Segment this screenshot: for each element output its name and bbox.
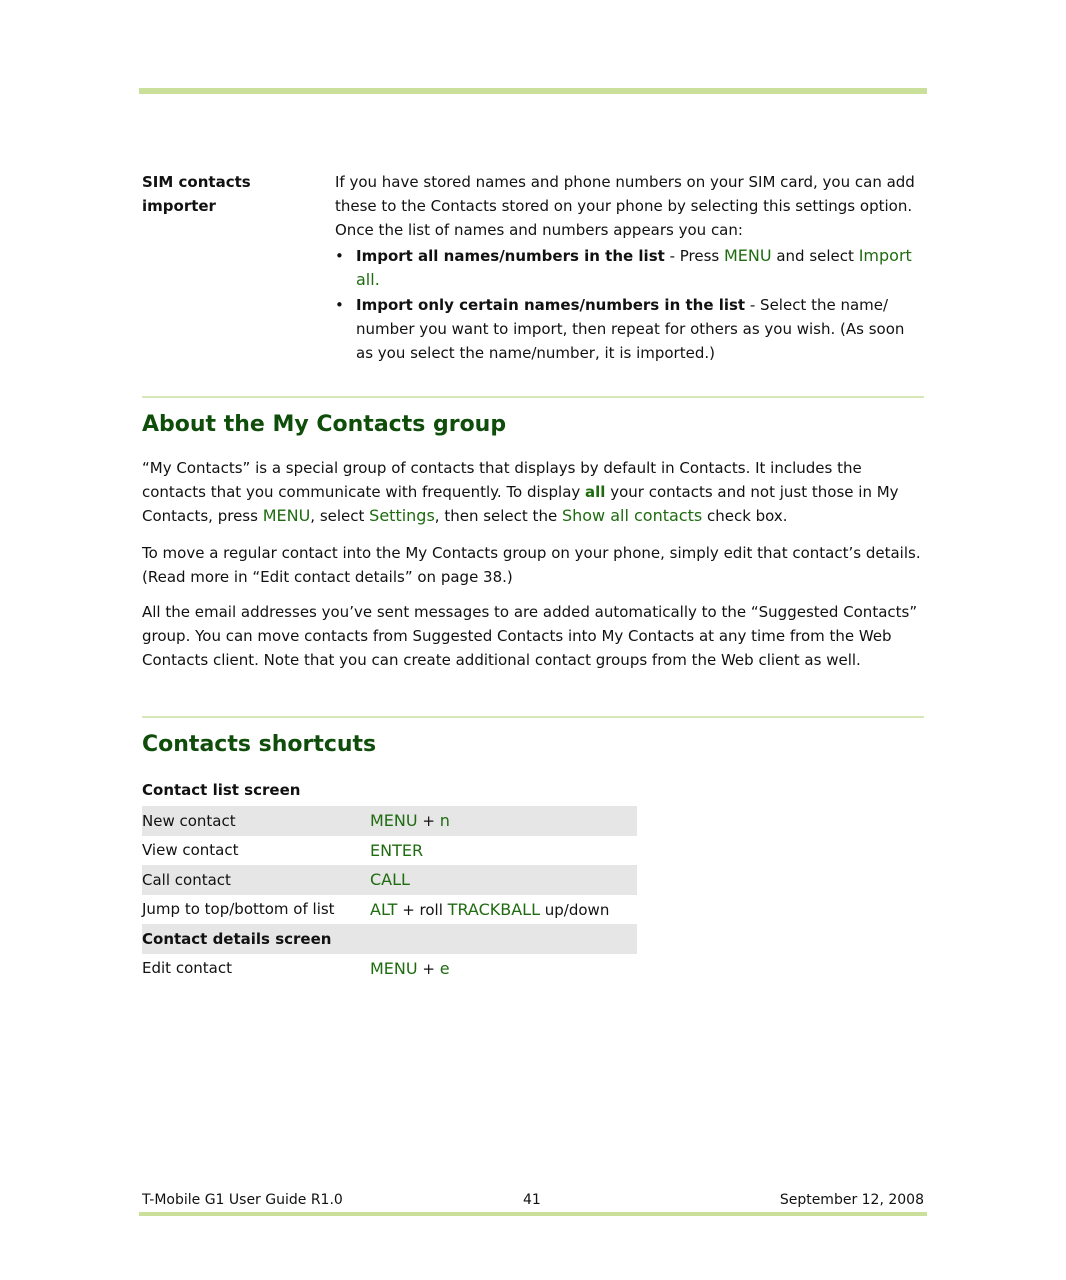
sim-importer-description xyxy=(335,170,925,366)
bullet-text: - Select the name/ number you want to import, then repeat for others as you wish. (As soon as you select the name/number, it is imported.) xyxy=(356,296,905,362)
contacts-shortcuts-heading: Contacts shortcuts xyxy=(142,732,377,757)
table-row xyxy=(142,865,637,895)
table-row xyxy=(142,954,637,984)
key-separator: + xyxy=(417,812,440,831)
para-text: , then select the xyxy=(434,507,562,525)
import-all-option: Import all. xyxy=(356,246,912,289)
footer-date: September 12, 2008 xyxy=(779,1192,924,1208)
sim-importer-term: SIM contacts importer xyxy=(142,173,251,215)
about-my-contacts-heading: About the My Contacts group xyxy=(142,412,507,437)
section-divider xyxy=(142,396,924,398)
menu-key: MENU xyxy=(724,246,772,265)
shortcut-keys xyxy=(370,870,637,889)
para-text: check box. xyxy=(702,507,788,525)
footer-guide-title: T-Mobile G1 User Guide R1.0 xyxy=(142,1192,343,1208)
contact-list-screen-caption: Contact list screen xyxy=(142,781,301,799)
key-name: ALT xyxy=(370,899,398,919)
shortcut-keys xyxy=(370,841,637,860)
about-paragraph-2: To move a regular contact into the My Contacts group on your phone, simply edit that contact’s details. (Read more in “Edit contact details” on page 38.) xyxy=(142,544,921,586)
table-row xyxy=(142,806,637,836)
shortcut-command: New contact xyxy=(142,811,236,830)
bullet-icon: • xyxy=(335,296,344,314)
bullet-bold: Import all names/numbers in the list xyxy=(356,247,665,265)
shortcut-command: Edit contact xyxy=(142,959,232,978)
bullet-bold: Import only certain names/numbers in the list xyxy=(356,296,746,314)
bullet-icon: • xyxy=(335,247,344,265)
bullet-text: - Press xyxy=(664,247,724,265)
bullet-text: and select xyxy=(771,247,859,265)
key-separator: + roll xyxy=(397,900,448,919)
shortcut-keys xyxy=(370,900,637,919)
key-name: CALL xyxy=(370,870,410,890)
subheading-text: Contact details screen xyxy=(142,929,332,948)
key-name: MENU xyxy=(370,958,418,978)
all-emphasis: all xyxy=(585,483,606,501)
shortcut-command: Jump to top/bottom of list xyxy=(142,900,335,919)
bottom-rule xyxy=(139,1212,927,1216)
key-name: e xyxy=(439,958,450,978)
footer-page-number: 41 xyxy=(523,1192,541,1208)
settings-option: Settings xyxy=(369,506,435,525)
shortcut-keys xyxy=(370,811,637,830)
list-item xyxy=(335,293,925,365)
show-all-contacts-option: Show all contacts xyxy=(561,506,703,525)
shortcut-keys xyxy=(370,959,637,978)
key-name: TRACKBALL xyxy=(447,899,540,919)
key-name: n xyxy=(439,811,450,831)
menu-key: MENU xyxy=(262,506,311,525)
contact-details-screen-caption xyxy=(142,924,637,954)
table-row xyxy=(142,836,637,866)
about-paragraph-3: All the email addresses you’ve sent messages to are added automatically to the “Suggested Contacts” group. You can move contacts from Suggested Contacts into My Contacts at any time from the Web Contacts client. Note that you can create additional contact groups from the Web client as well. xyxy=(142,603,918,669)
key-suffix: up/down xyxy=(540,900,610,919)
table-row xyxy=(142,895,637,925)
section-divider xyxy=(142,716,924,718)
shortcuts-table xyxy=(142,806,637,983)
key-separator: + xyxy=(417,959,440,978)
para-text: your contacts and not just those in My Contacts, press xyxy=(142,483,899,525)
shortcut-command: Call contact xyxy=(142,870,231,889)
para-text: , select xyxy=(310,507,370,525)
top-rule xyxy=(139,88,927,94)
sim-intro: If you have stored names and phone numbers on your SIM card, you can add these to the Contacts stored on your phone by selecting this settings option. Once the list of names and numbers appears you can: xyxy=(335,173,915,239)
key-name: MENU xyxy=(370,811,418,831)
about-paragraph-1 xyxy=(142,456,926,528)
para-text: “My Contacts” is a special group of contacts that displays by default in Contacts. It includes the contacts that you communicate with frequently. To display xyxy=(142,459,862,501)
shortcut-command: View contact xyxy=(142,841,239,860)
list-item xyxy=(335,244,925,292)
key-name: ENTER xyxy=(370,840,424,860)
sim-bullet-list xyxy=(335,244,925,365)
